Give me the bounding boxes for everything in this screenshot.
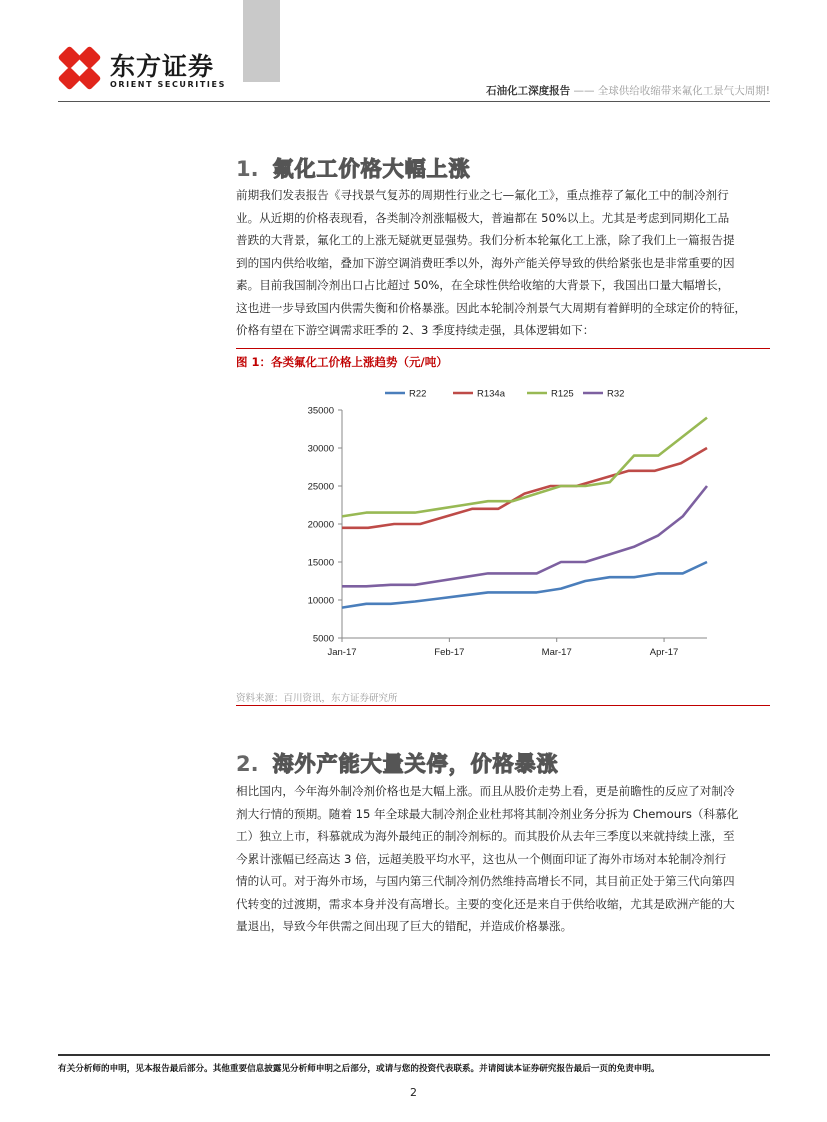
legend-label-r32: R32 — [607, 388, 625, 400]
y-tick-label: 35000 — [307, 405, 334, 417]
paragraph-line: 工）独立上市，科慕就成为海外最纯正的制冷剂标的。而其股价从去年三季度以来就持续上涨，至 — [236, 829, 735, 843]
figure-1-caption: 图 1：各类氟化工价格上涨趋势（元/吨） — [236, 355, 448, 369]
section-1-heading — [236, 153, 471, 183]
paragraph-line: 价格有望在下游空调需求旺季的 2、3 季度持续走强，具体逻辑如下： — [236, 323, 595, 337]
logo-chinese-name: 东方证券 — [110, 52, 215, 81]
y-tick-label: 5000 — [312, 633, 334, 645]
paragraph-line: 今累计涨幅已经高达 3 倍，远超美股平均水平，这也从一个侧面印证了海外市场对本轮制冷剂行 — [236, 851, 727, 866]
section-2-heading — [236, 748, 559, 778]
y-tick-label: 10000 — [307, 595, 334, 607]
y-tick-label: 20000 — [307, 519, 334, 531]
section-2-number: 2. — [236, 752, 259, 776]
header-separator: —— — [573, 85, 595, 97]
footer-divider — [58, 1054, 770, 1056]
header-divider — [58, 101, 770, 102]
legend-label-r22: R22 — [409, 388, 427, 400]
section-2-title: 海外产能大量关停，价格暴涨 — [272, 752, 559, 776]
section-1-number: 1. — [236, 157, 259, 181]
legend-label-r125: R125 — [551, 388, 574, 400]
logo-mark-icon — [58, 46, 104, 92]
paragraph-line: 业。从近期的价格表现看，各类制冷剂涨幅极大，普遍都在 50%以上。尤其是考虑到同期化工品 — [236, 210, 730, 225]
logo-english-name: ORIENT SECURITIES — [110, 80, 226, 89]
section-1-paragraph — [236, 184, 770, 342]
x-tick-label: Mar-17 — [541, 647, 572, 658]
paragraph-line: 代转变的过渡期，需求本身并没有高增长。主要的变化还是来自于供给收缩，尤其是欧洲产能的大 — [236, 896, 735, 911]
series-line-r32 — [342, 486, 707, 586]
y-tick-label: 15000 — [307, 557, 334, 569]
series-line-r134a — [342, 448, 707, 528]
x-tick-label: Jan-17 — [327, 647, 357, 658]
paragraph-line: 前期我们发表报告《寻找景气复苏的周期性行业之七—氟化工》，重点推荐了氟化工中的制冷剂行 — [236, 188, 729, 202]
figure-bottom-rule — [236, 705, 770, 706]
figure-1-source: 资料来源：百川资讯，东方证券研究所 — [236, 693, 398, 704]
series-line-r125 — [342, 418, 707, 517]
page-number: 2 — [410, 1086, 417, 1099]
price-trend-chart — [280, 380, 730, 672]
paragraph-line: 剂大行情的预期。随着 15 年全球最大制冷剂企业杜邦将其制冷剂业务分拆为 Chemours（科慕化 — [236, 806, 739, 821]
company-logo — [58, 46, 228, 96]
y-tick-label: 25000 — [307, 481, 334, 493]
report-title: 全球供给收缩带来氟化工景气大周期! — [597, 85, 770, 97]
x-tick-label: Apr-17 — [649, 647, 679, 658]
paragraph-line: 情的认可。对于海外市场，与国内第三代制冷剂仍然维持高增长不同，其目前正处于第三代向第四 — [236, 874, 735, 888]
legend-label-r134a: R134a — [477, 388, 505, 400]
paragraph-line: 量退出，导致今年供需之间出现了巨大的错配，并造成价格暴涨。 — [236, 919, 573, 933]
y-tick-label: 30000 — [307, 443, 334, 455]
paragraph-line: 到的国内供给收缩，叠加下游空调消费旺季以外，海外产能关停导致的供给紧张也是非常重要的因 — [236, 255, 735, 270]
x-tick-label: Feb-17 — [434, 647, 465, 658]
section-2-paragraph — [236, 780, 770, 938]
header-report-line — [486, 83, 770, 98]
paragraph-line: 相比国内，今年海外制冷剂价格也是大幅上涨。而且从股价走势上看，更是前瞻性的反应了对制冷 — [236, 784, 735, 798]
section-1-title: 氟化工价格大幅上涨 — [272, 157, 471, 181]
paragraph-line: 普跌的大背景，氟化工的上涨无疑就更显强势。我们分析本轮氟化工上涨，除了我们上一篇报告提 — [236, 233, 735, 247]
footer-disclaimer: 有关分析师的申明，见本报告最后部分。其他重要信息披露见分析师申明之后部分，或请与您的投资代表联系。并请阅读本证券研究报告最后一页的免责申明。 — [58, 1064, 660, 1074]
header-gray-bar — [243, 0, 280, 82]
report-type: 石油化工深度报告 — [486, 85, 571, 97]
paragraph-line: 这也进一步导致国内供需失衡和价格暴涨。因此本轮制冷剂景气大周期有着鲜明的全球定价的特征， — [236, 300, 747, 315]
paragraph-line: 素。目前我国制冷剂出口占比超过 50%，在全球性供给收缩的大背景下，我国出口量大幅增长， — [236, 278, 730, 292]
figure-top-rule — [236, 348, 770, 349]
